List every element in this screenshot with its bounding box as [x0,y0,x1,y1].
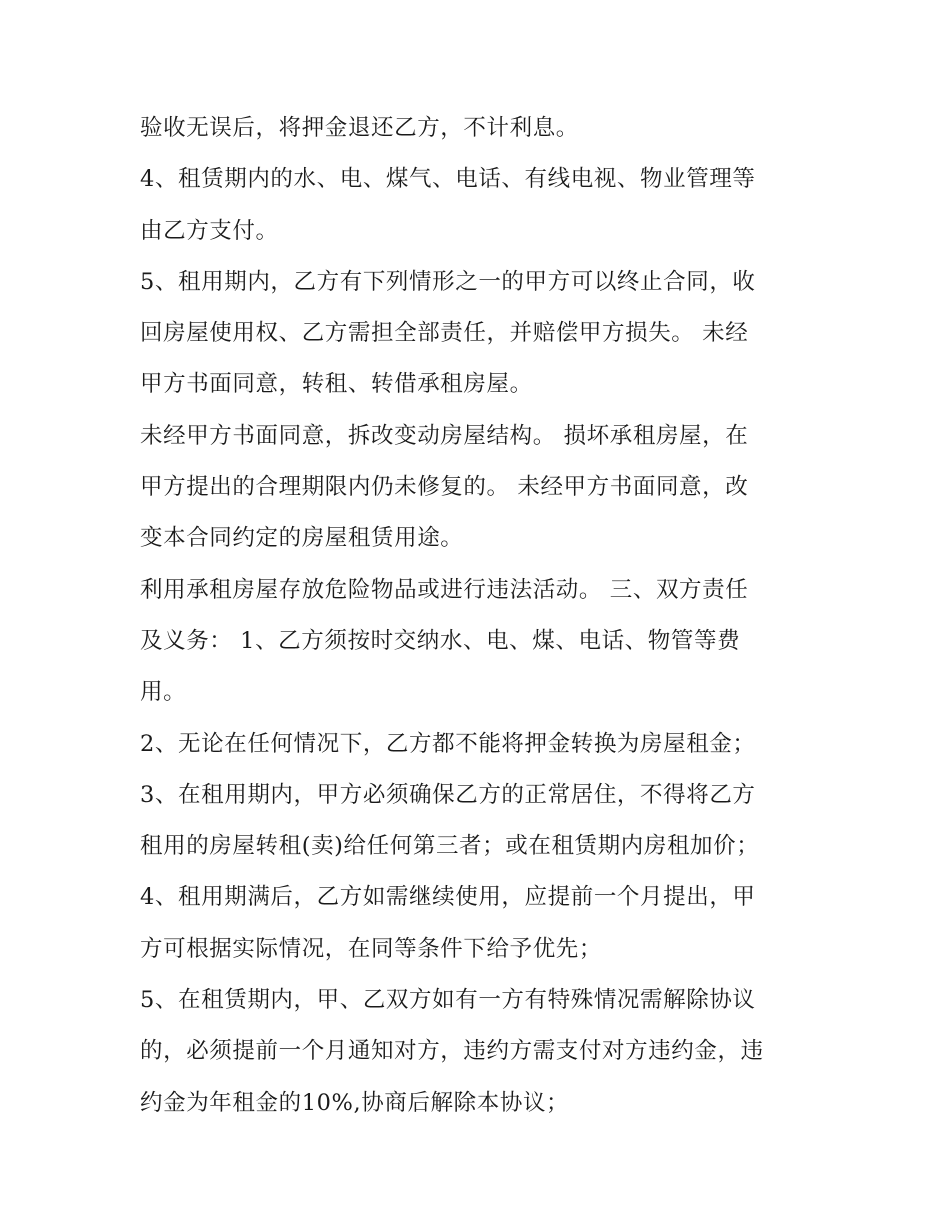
paragraph-early-termination [140,975,830,1129]
text-line: 方可根据实际情况，在同等条件下给予优先； [140,935,603,962]
paragraph-obligations [140,565,830,719]
text-line: 3、在租用期内，甲方必须确保乙方的正常居住，不得将乙方 [140,781,756,808]
text-line: 5、租用期内，乙方有下列情形之一的甲方可以终止合同，收 [140,268,756,295]
paragraph-termination [140,257,830,411]
text-line: 约金为年租金的10%,协商后解除本协议； [140,1089,570,1116]
text-line: 租用的房屋转租(卖)给任何第三者；或在租赁期内房租加价； [140,833,760,860]
text-line: 甲方提出的合理期限内仍未修复的。 未经甲方书面同意，改 [140,474,749,501]
text-line: 甲方书面同意，转租、转借承租房屋。 [140,371,533,398]
document-body [140,103,830,1129]
text-line: 验收无误后，将押金退还乙方，不计利息。 [140,115,579,141]
text-line: 及义务： 1、乙方须按时交纳水、电、煤、电话、物管等费 [140,627,741,654]
text-line: 5、在租赁期内，甲、乙双方如有一方有特殊情况需解除协议 [140,987,756,1014]
text-line: 回房屋使用权、乙方需担全部责任，并赔偿甲方损失。 未经 [140,320,749,347]
paragraph-structure-changes [140,411,830,565]
text-line: 2、无论在任何情况下，乙方都不能将押金转换为房屋租金； [140,730,756,757]
paragraph-renewal [140,872,830,975]
text-line: 用。 [140,679,187,706]
paragraph-utilities [140,154,830,257]
text-line: 变本合同约定的房屋租赁用途。 [140,525,464,552]
text-line: 的，必须提前一个月通知对方，违约方需支付对方违约金，违 [140,1038,764,1065]
text-line: 利用承租房屋存放危险物品或进行违法活动。 三、双方责任 [140,576,749,603]
text-line: 4、租赁期内的水、电、煤气、电话、有线电视、物业管理等 [140,166,756,193]
paragraph-deposit-rule [140,719,830,770]
text-line: 由乙方支付。 [140,217,279,244]
text-line: 4、租用期满后，乙方如需继续使用，应提前一个月提出，甲 [140,884,756,911]
paragraph-deposit-refund [140,103,830,154]
paragraph-landlord-duty [140,770,830,873]
text-line: 未经甲方书面同意，拆改变动房屋结构。 损坏承租房屋，在 [140,422,749,449]
